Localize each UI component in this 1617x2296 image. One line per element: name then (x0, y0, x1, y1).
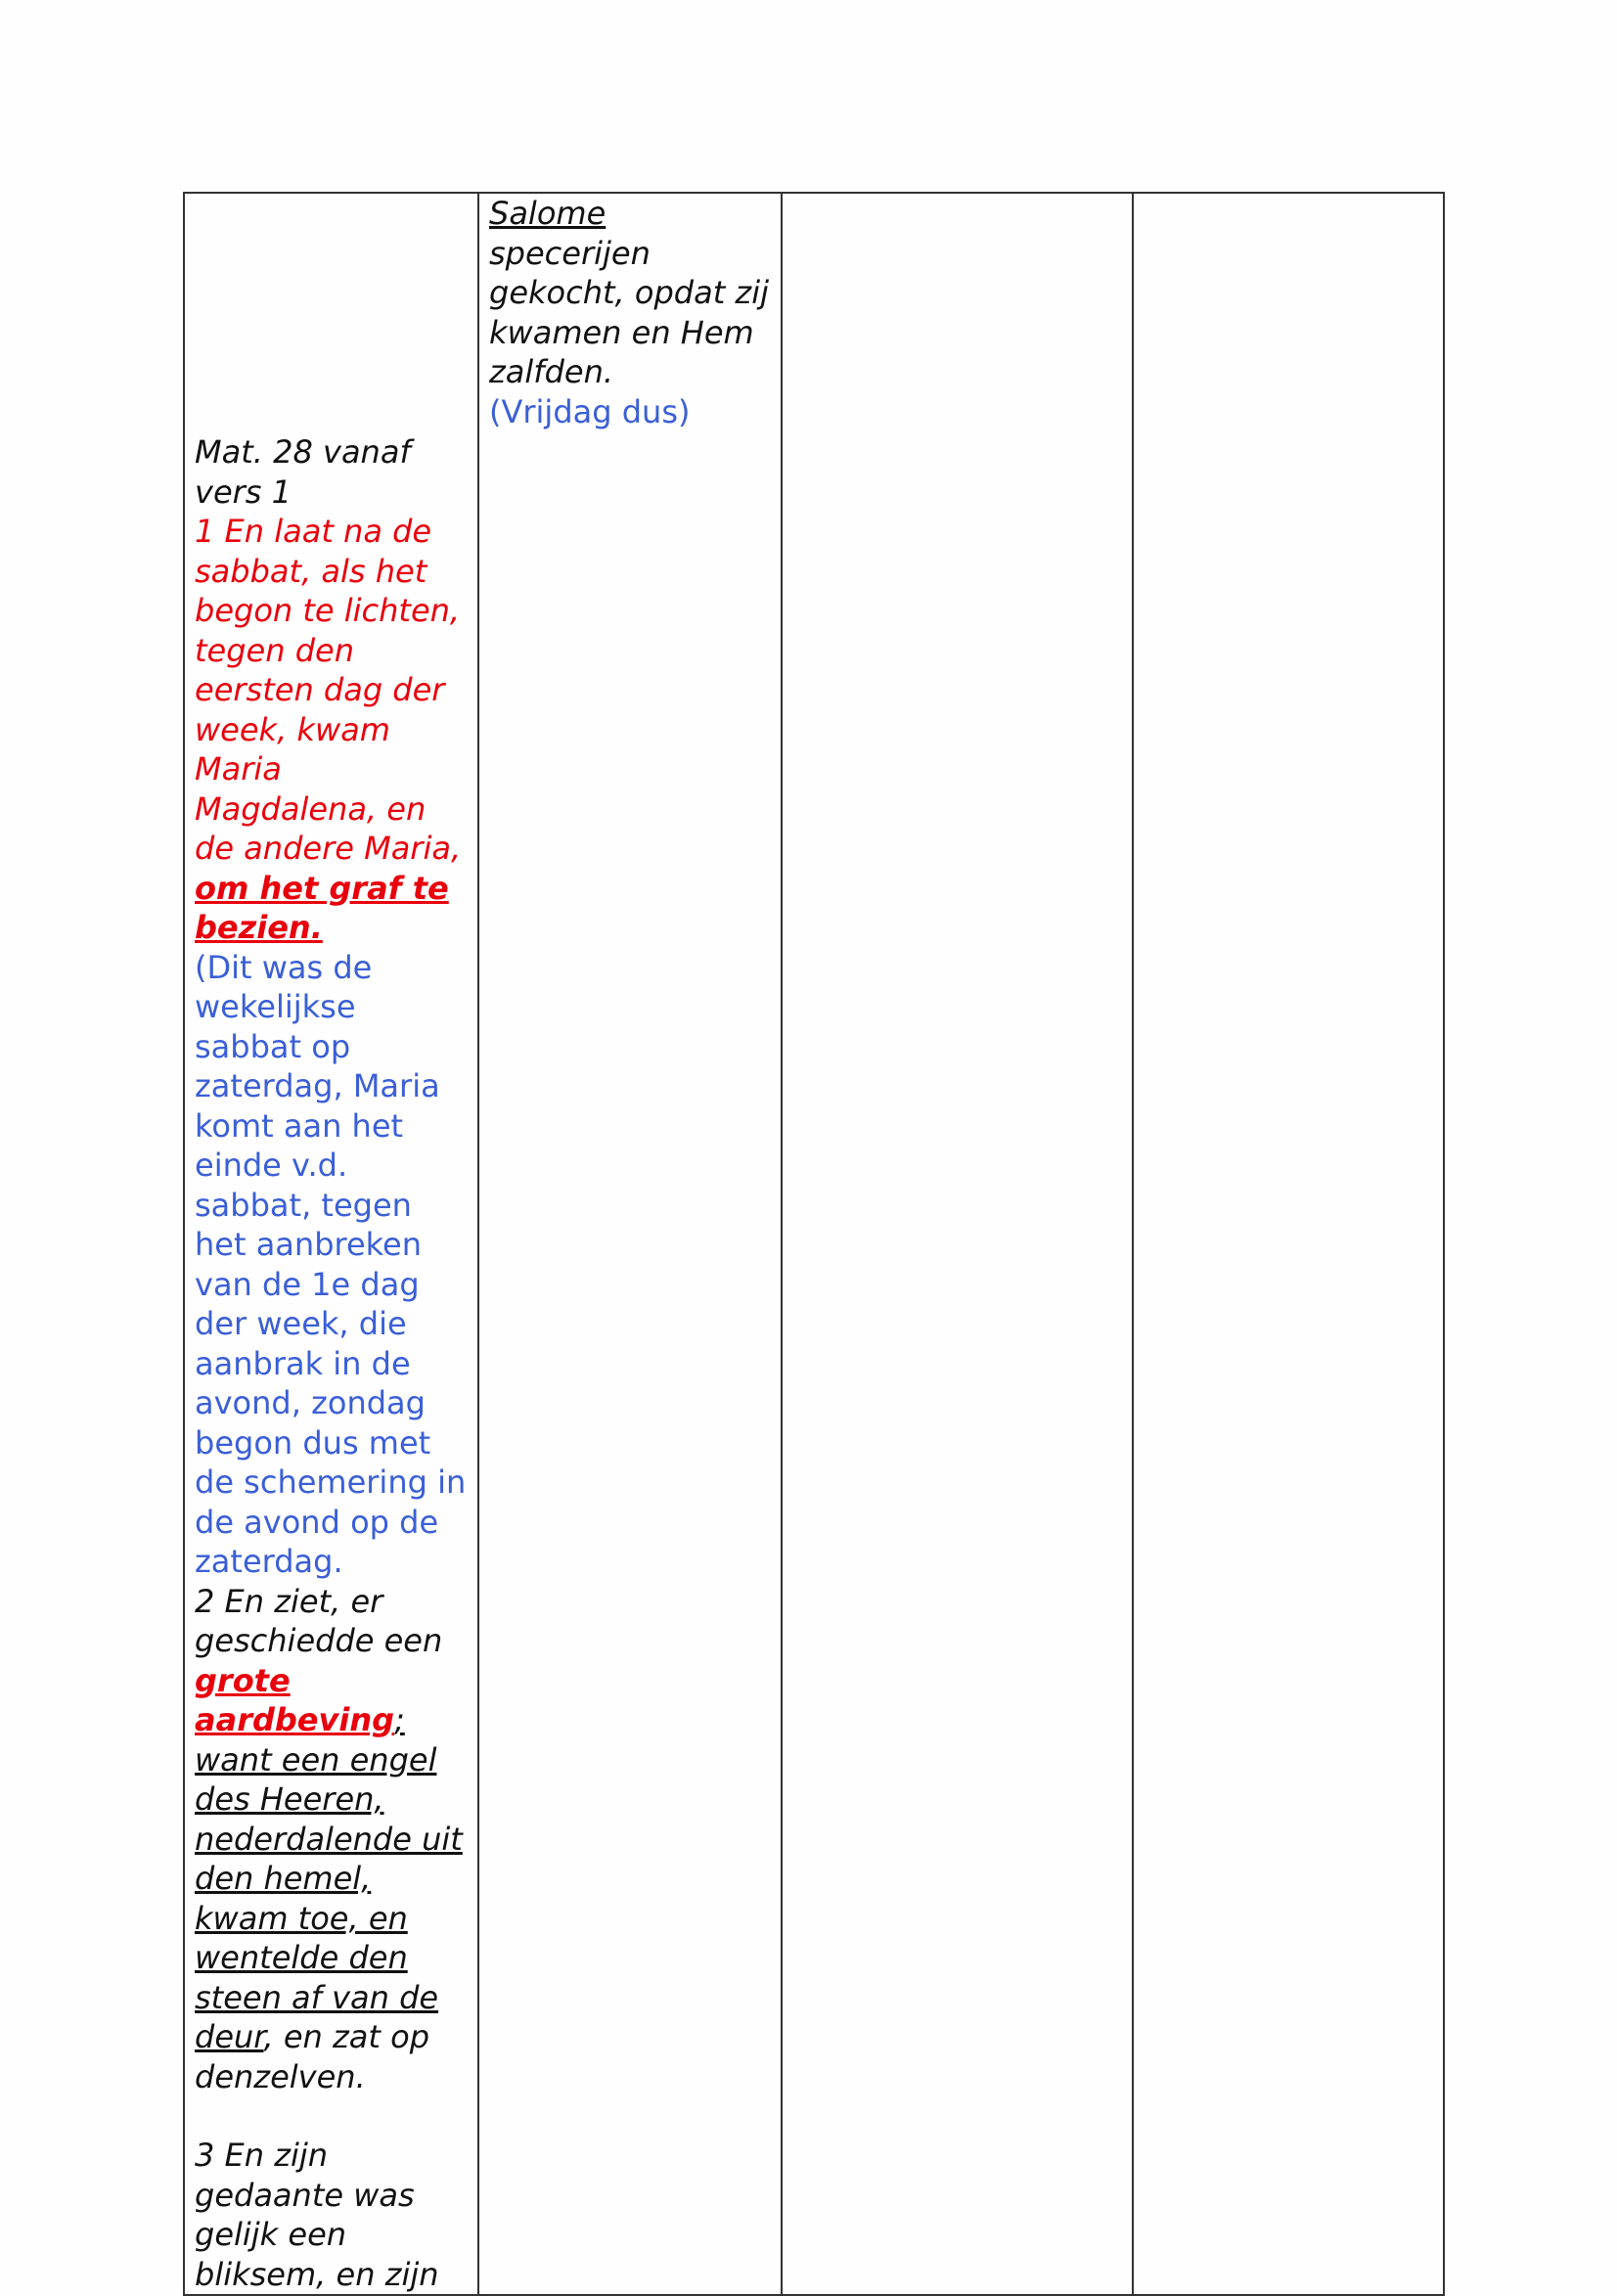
cell-mark (478, 193, 782, 2295)
verse-2-start: 2 En ziet, er geschiedde een (195, 1582, 443, 1659)
verse-2-end: , en zat op denzelven. (195, 2018, 429, 2095)
cell-john (1133, 193, 1444, 2295)
mark-salome: Salome (489, 195, 606, 232)
chapter-reference: Mat. 28 vanaf vers 1 (195, 433, 411, 511)
mark-note: (Vrijdag dus) (489, 392, 691, 430)
commentary-note: (Dit was de wekelijkse sabbat op zaterdag, Maria komt aan het einde v.d. sabbat, tegen het aanbreken van de 1e dag der week, die aanbrak in de avond, zondag begon dus met de schemering in de avond op de zaterdag. (195, 948, 467, 1580)
verse-2-underlined: want een engel des Heeren, nederdalende uit den hemel, kwam toe, en wentelde den steen af van de deur (195, 1740, 463, 2055)
verse-2-semicolon: ; (394, 1701, 405, 1738)
verse-3: 3 En zijn gedaante was gelijk een bliksem, en zijn (195, 2137, 439, 2293)
verse-1-text: 1 En laat na de sabbat, als het begon te lichten, tegen den eersten dag der week, kwam Maria Magdalena, en de andere Maria, (195, 513, 462, 867)
comparison-table (183, 192, 1445, 2296)
verse-1-emphasis: om het graf te bezien. (195, 869, 449, 946)
cell-matthew (184, 193, 478, 2295)
mark-rest: specerijen gekocht, opdat zij kwamen en Hem zalfden. (489, 234, 769, 390)
verse-2 (195, 1582, 468, 2097)
mark-text (489, 194, 771, 392)
verse-2-emphasis: grote aardbeving (195, 1661, 394, 1738)
verse-1 (195, 512, 468, 948)
cell-luke (782, 193, 1133, 2295)
table-row (184, 193, 1444, 2295)
